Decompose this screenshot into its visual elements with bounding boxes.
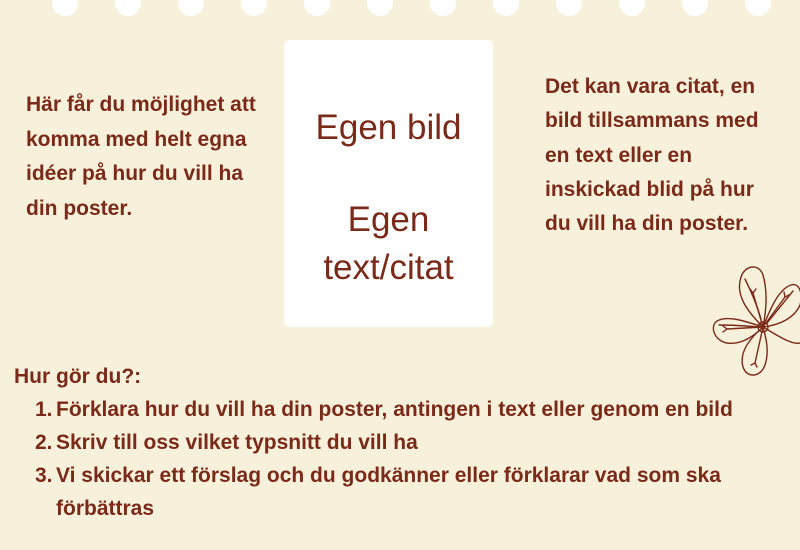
border-dot bbox=[619, 0, 645, 16]
step-text: Förklara hur du vill ha din poster, antingen i text eller genom en bild bbox=[56, 398, 733, 421]
step-number: 3. bbox=[35, 464, 53, 487]
step-item bbox=[14, 393, 794, 426]
step-text: Vi skickar ett förslag och du godkänner eller förklarar vad som ska förbättras bbox=[56, 464, 721, 520]
border-dot bbox=[304, 0, 330, 16]
step-text: Skriv till oss vilket typsnitt du vill ha bbox=[56, 431, 418, 454]
border-dot bbox=[52, 0, 78, 16]
border-dot bbox=[430, 0, 456, 16]
scalloped-top-border bbox=[0, 0, 800, 16]
how-to-section bbox=[14, 360, 794, 525]
step-number: 2. bbox=[35, 431, 53, 454]
card-own-text-label: Egen text/citat bbox=[323, 200, 454, 287]
border-dot bbox=[493, 0, 519, 16]
card-own-image-label: Egen bild bbox=[315, 108, 462, 147]
steps-list bbox=[14, 393, 794, 525]
border-dot bbox=[241, 0, 267, 16]
border-dot bbox=[556, 0, 582, 16]
step-number: 1. bbox=[35, 398, 53, 421]
border-dot bbox=[178, 0, 204, 16]
intro-text: Här får du möjlighet att komma med helt egna idéer på hur du vill ha din poster. bbox=[26, 93, 256, 220]
description-text: Det kan vara citat, en bild tillsammans med en text eller en inskickad blid på hur du vill ha din poster. bbox=[545, 75, 759, 236]
example-card bbox=[284, 40, 493, 327]
how-to-title: Hur gör du?: bbox=[14, 365, 142, 388]
step-item bbox=[14, 459, 794, 525]
border-dot bbox=[115, 0, 141, 16]
border-dot bbox=[682, 0, 708, 16]
border-dot bbox=[745, 0, 771, 16]
border-dot bbox=[367, 0, 393, 16]
step-item bbox=[14, 426, 794, 459]
